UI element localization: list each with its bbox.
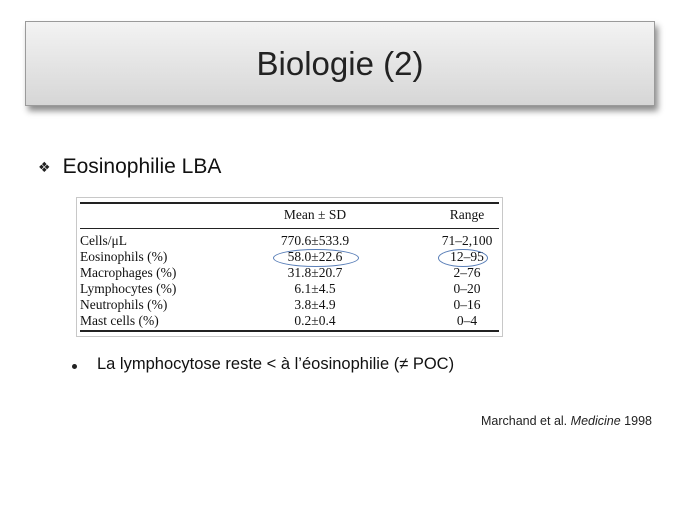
bal-table: [76, 197, 503, 337]
row-label: Eosinophils (%): [80, 249, 168, 264]
citation-authors: Marchand et al.: [481, 414, 568, 428]
row-mean: 6.1±4.5: [294, 281, 336, 296]
slide-title: Biologie (2): [256, 44, 424, 82]
row-label: Mast cells (%): [80, 313, 159, 328]
row-label: Cells/μL: [80, 233, 127, 248]
row-range: 0–16: [453, 297, 481, 312]
row-range: 2–76: [453, 265, 481, 280]
bullet-eosinophilie-text: Eosinophilie LBA: [62, 155, 222, 178]
row-label: Lymphocytes (%): [80, 281, 177, 296]
row-mean: 31.8±20.7: [287, 265, 343, 280]
diamond-bullet-icon: ❖: [38, 158, 51, 175]
table-row: [77, 313, 502, 329]
citation-journal: Medicine: [570, 414, 621, 428]
dot-bullet-icon: [72, 364, 77, 369]
bullet-eosinophilie: [38, 155, 221, 179]
citation: [481, 414, 652, 428]
row-mean: 0.2±0.4: [294, 313, 336, 328]
citation-year: 1998: [624, 414, 652, 428]
eosinophils-mean-highlight-ellipse: [273, 249, 359, 267]
row-mean: 3.8±4.9: [294, 297, 336, 312]
row-mean: 58.0±22.6: [287, 249, 343, 264]
row-range: 12–95: [450, 249, 484, 264]
table-row: [77, 265, 502, 281]
row-mean: 770.6±533.9: [280, 233, 350, 248]
slide-title-bar: [25, 21, 655, 106]
table-row: [77, 297, 502, 313]
row-label: Neutrophils (%): [80, 297, 168, 312]
row-range: 0–4: [456, 313, 478, 328]
row-range: 0–20: [453, 281, 481, 296]
row-label: Macrophages (%): [80, 265, 177, 280]
header-range: Range: [449, 207, 485, 222]
header-mean-sd: Mean ± SD: [283, 207, 347, 222]
table-header-rule: [80, 228, 499, 229]
table-top-rule: [80, 202, 499, 204]
bullet-lymphocytose: [72, 355, 454, 374]
table-row: [77, 281, 502, 297]
eosinophils-range-highlight-ellipse: [438, 249, 488, 267]
table-bottom-rule: [80, 330, 499, 332]
table-row: [77, 233, 502, 249]
row-range: 71–2,100: [441, 233, 493, 248]
bullet-lymphocytose-text: La lymphocytose reste < à l’éosinophilie (≠ POC): [97, 355, 455, 373]
